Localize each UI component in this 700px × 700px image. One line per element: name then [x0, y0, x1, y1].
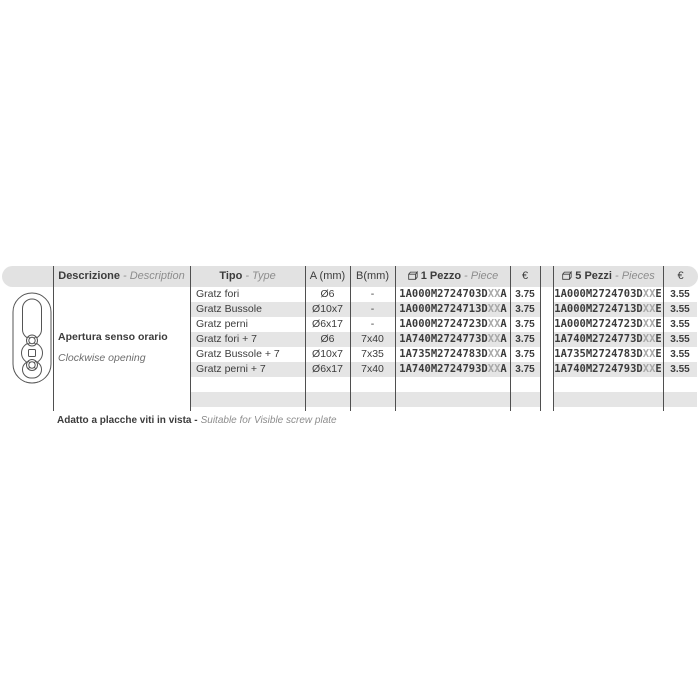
package-icon: [561, 270, 572, 281]
code-suffix: A: [500, 363, 507, 375]
code-xx: XX: [487, 333, 501, 345]
column-header-euro-5: €: [677, 270, 684, 282]
code-base: 1A000M2724703D: [399, 288, 488, 300]
code-base: 1A000M2724713D: [399, 303, 488, 315]
price-5pc-cell: 3.55: [670, 289, 690, 300]
code-1pc-cell: [396, 362, 510, 377]
price-1pc-cell: 3.75: [515, 289, 535, 300]
table-row: [0, 317, 700, 332]
code-xx: XX: [487, 363, 501, 375]
code-5pc-cell: [553, 347, 663, 362]
b-mm-cell: 7x40: [361, 333, 384, 345]
a-mm-cell: Ø6: [320, 288, 335, 300]
code-suffix: E: [655, 288, 662, 300]
package-icon: [407, 270, 418, 281]
description-primary: Apertura senso orario: [58, 331, 168, 343]
code-base: 1A000M2724703D: [554, 288, 643, 300]
tipo-cell: Gratz perni + 7: [196, 363, 266, 375]
table-row: [0, 287, 700, 302]
code-xx: XX: [642, 363, 656, 375]
code-5pc-cell: [553, 362, 663, 377]
column-header-1-piece-en: - Piece: [464, 270, 499, 282]
price-1pc-cell: 3.75: [515, 319, 535, 330]
code-suffix: A: [500, 318, 507, 330]
tipo-cell: Gratz perni: [196, 318, 248, 330]
column-header-type-it: Tipo: [219, 270, 243, 282]
a-mm-cell: Ø10x7: [312, 303, 343, 315]
row-stripe: [190, 392, 540, 407]
code-1pc-cell: [396, 302, 510, 317]
price-5pc-cell: 3.55: [670, 364, 690, 375]
column-header-5-pieces-en: - Pieces: [614, 270, 655, 282]
code-suffix: A: [500, 288, 507, 300]
row-stripe: [553, 392, 697, 407]
price-5pc-cell: 3.55: [670, 334, 690, 345]
price-5pc-cell: 3.55: [670, 304, 690, 315]
description-secondary: Clockwise opening: [58, 352, 146, 364]
b-mm-cell: -: [370, 318, 375, 330]
code-xx: XX: [642, 303, 656, 315]
code-suffix: E: [655, 333, 662, 345]
footnote-it: Adatto a placche viti in vista -: [57, 415, 198, 426]
a-mm-cell: Ø10x7: [312, 348, 343, 360]
column-header-description-en: - Description: [123, 270, 185, 282]
code-suffix: A: [500, 333, 507, 345]
column-header-type: [190, 266, 305, 287]
table-row: [0, 332, 700, 347]
code-suffix: A: [500, 303, 507, 315]
code-suffix: E: [655, 318, 662, 330]
column-header-b-mm: B(mm): [356, 270, 389, 282]
column-header-euro-1: €: [521, 270, 529, 282]
code-base: 1A740M2724773D: [399, 333, 488, 345]
column-header-description: [53, 266, 190, 287]
price-5pc-cell: 3.55: [670, 319, 690, 330]
tipo-cell: Gratz fori: [196, 288, 240, 300]
code-base: 1A000M2724723D: [399, 318, 488, 330]
code-5pc-cell: [553, 332, 663, 347]
code-1pc-cell: [396, 332, 510, 347]
code-base: 1A735M2724783D: [399, 348, 488, 360]
code-xx: XX: [642, 288, 656, 300]
code-5pc-cell: [553, 287, 663, 302]
a-mm-cell: Ø6x17: [312, 363, 343, 375]
code-suffix: A: [500, 348, 507, 360]
tipo-cell: Gratz Bussole: [196, 303, 262, 315]
b-mm-cell: 7x40: [361, 363, 384, 375]
code-5pc-cell: [553, 317, 663, 332]
code-base: 1A000M2724713D: [554, 303, 643, 315]
code-suffix: E: [655, 363, 662, 375]
price-5pc-cell: 3.55: [670, 349, 690, 360]
table-row: [0, 362, 700, 377]
code-xx: XX: [642, 333, 656, 345]
column-header-1-piece: [395, 266, 510, 287]
code-xx: XX: [487, 288, 501, 300]
price-1pc-cell: 3.75: [515, 304, 535, 315]
b-mm-cell: 7x35: [361, 348, 384, 360]
code-base: 1A735M2724783D: [554, 348, 643, 360]
tipo-cell: Gratz fori + 7: [196, 333, 257, 345]
price-1pc-cell: 3.75: [515, 364, 535, 375]
column-header-1-piece-it: 1 Pezzo: [420, 270, 462, 282]
code-1pc-cell: [396, 287, 510, 302]
column-header-description-it: Descrizione: [58, 270, 120, 282]
footnote: [57, 415, 337, 426]
table-row: [0, 347, 700, 362]
code-1pc-cell: [396, 317, 510, 332]
code-base: 1A740M2724793D: [554, 363, 643, 375]
code-suffix: E: [655, 303, 662, 315]
b-mm-cell: -: [370, 303, 375, 315]
code-xx: XX: [487, 303, 501, 315]
price-1pc-cell: 3.75: [515, 349, 535, 360]
column-header-5-pieces-it: 5 Pezzi: [575, 270, 612, 282]
price-1pc-cell: 3.75: [515, 334, 535, 345]
code-base: 1A740M2724773D: [554, 333, 643, 345]
code-base: 1A000M2724723D: [554, 318, 643, 330]
code-xx: XX: [487, 348, 501, 360]
code-base: 1A740M2724793D: [399, 363, 488, 375]
tipo-cell: Gratz Bussole + 7: [196, 348, 280, 360]
code-1pc-cell: [396, 347, 510, 362]
code-suffix: E: [655, 348, 662, 360]
table-row: [0, 302, 700, 317]
footnote-en: Suitable for Visible screw plate: [200, 415, 337, 426]
column-header-type-en: - Type: [245, 270, 276, 282]
a-mm-cell: Ø6x17: [312, 318, 343, 330]
code-xx: XX: [642, 348, 656, 360]
code-5pc-cell: [553, 302, 663, 317]
code-xx: XX: [642, 318, 656, 330]
column-header-a-mm: A (mm): [309, 270, 346, 282]
column-header-5-pieces: [553, 266, 663, 287]
a-mm-cell: Ø6: [320, 333, 335, 345]
b-mm-cell: -: [370, 288, 375, 300]
code-xx: XX: [487, 318, 501, 330]
